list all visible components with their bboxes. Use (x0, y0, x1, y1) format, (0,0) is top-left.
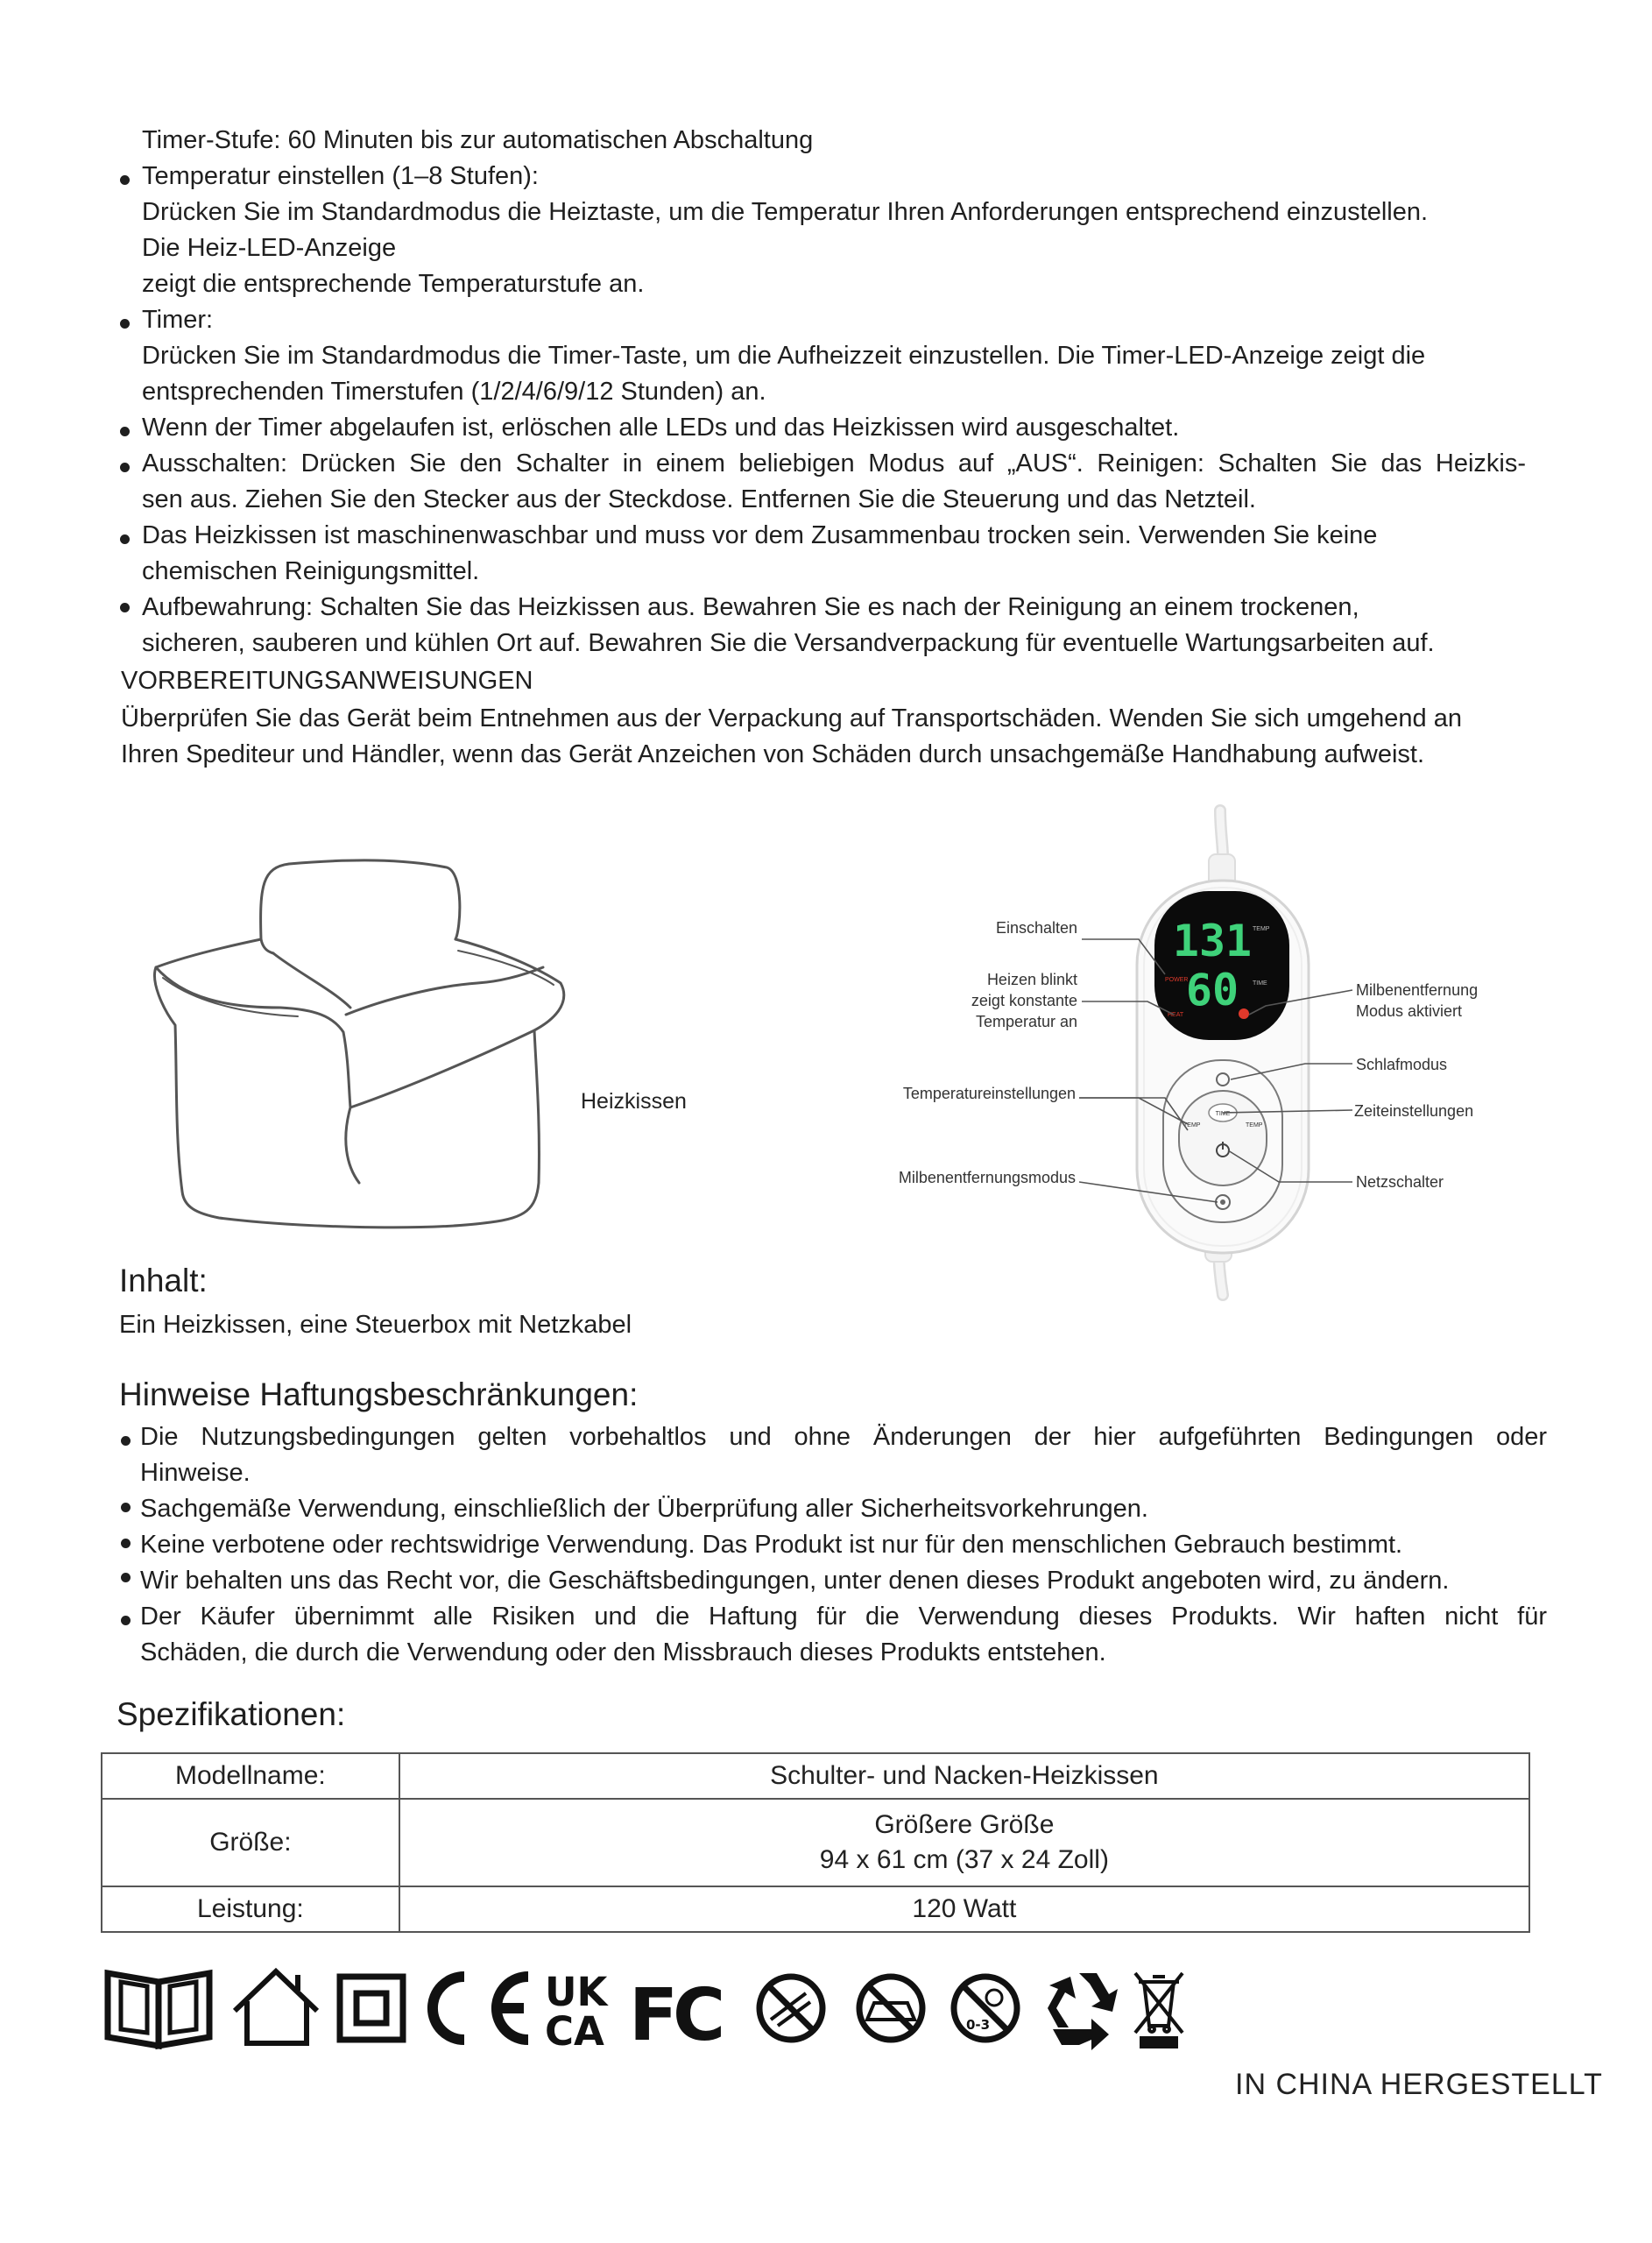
specs-heading: Spezifikationen: (116, 1696, 346, 1732)
temperature-line: Drücken Sie im Standardmodus die Heiztaste, um die Temperatur Ihren Anforderungen entsprechend einzustellen. (142, 198, 1429, 226)
spec-value: 94 x 61 cm (37 x 24 Zoll) (819, 1845, 1109, 1874)
timer-level-line: Timer-Stufe: 60 Minuten bis zur automatischen Abschaltung (142, 126, 814, 154)
storage-line: sicheren, sauberen und kühlen Ort auf. Bewahren Sie die Versandverpackung für eventuelle Wartungsarbeiten auf. (142, 629, 1435, 657)
label-netzschalter: Netzschalter (1356, 1173, 1444, 1191)
ce-mark-icon (433, 1977, 528, 2040)
not-for-infants-icon (954, 1977, 1017, 2040)
timer-line: Drücken Sie im Standardmodus die Timer-Taste, um die Aufheizzeit einzustellen. Die Timer-LED-Anzeige zeigt die (142, 342, 1426, 370)
no-pins-icon (759, 1977, 822, 2040)
svg-text:CA: CA (545, 2008, 604, 2055)
temperature-line: zeigt die entsprechende Temperaturstufe an. (142, 270, 645, 298)
liability-item: Keine verbotene oder rechtswidrige Verwendung. Das Produkt ist nur für den menschlichen Gebrauch bestimmt. (140, 1531, 1403, 1559)
temp-left-label: TEMP (1183, 1122, 1201, 1129)
display-heat-tag: HEAT (1168, 1012, 1184, 1018)
label-milben-aktiviert: Milbenentfernung (1356, 981, 1479, 999)
display-power-tag: POWER (1165, 977, 1189, 983)
washable-line: Das Heizkissen ist maschinenwaschbar und muss vor dem Zusammenbau trocken sein. Verwenden Sie keine (142, 521, 1378, 549)
timer-expired-line: Wenn der Timer abgelaufen ist, erlöschen alle LEDs und das Heizkissen wird ausgeschaltet. (142, 414, 1180, 442)
weee-bin-icon (1135, 1973, 1183, 2047)
spec-label: Größe: (102, 1799, 399, 1886)
label-einschalten: Einschalten (995, 919, 1077, 937)
spec-label: Modellname: (102, 1753, 399, 1799)
liability-item: Wir behalten uns das Recht vor, die Geschäftsbedingungen, unter denen dieses Produkt angeboten wird, zu ändern. (140, 1567, 1450, 1595)
timer-line: entsprechenden Timerstufen (1/2/4/6/9/12 Stunden) an. (142, 378, 766, 406)
recycle-icon (1048, 1973, 1118, 2050)
timer-title: Timer: (142, 306, 214, 334)
label-zeiteinstellungen: Zeiteinstellungen (1354, 1102, 1474, 1120)
svg-text:FC: FC (629, 1974, 721, 2057)
liability-item: Der Käufer übernimmt alle Risiken und die Haftung für die Verwendung dieses Produkts. Wir haften nicht für (140, 1603, 1547, 1631)
label-heizen: Heizen blinkt (986, 971, 1077, 988)
svg-text:0-3: 0-3 (966, 2017, 991, 2033)
no-ironing-icon (859, 1977, 922, 2040)
storage-line: Aufbewahrung: Schalten Sie das Heizkissen aus. Bewahren Sie es nach der Reinigung an einem trockenen, (142, 593, 1359, 621)
indoor-use-icon (235, 1971, 317, 2043)
label-milbenmodus: Milbenentfernungsmodus (898, 1169, 1076, 1186)
label-temperatureinstellungen: Temperatureinstellungen (902, 1085, 1076, 1102)
spec-value: Größere Größe (874, 1810, 1055, 1839)
switch-off-line: sen aus. Ziehen Sie den Stecker aus der Steckdose. Entfernen Sie die Steuerung und das Netzteil. (142, 485, 1256, 513)
label-heizen: Temperatur an (975, 1013, 1077, 1030)
double-insulation-icon (340, 1977, 403, 2040)
prep-line: Überprüfen Sie das Gerät beim Entnehmen aus der Verpackung auf Transportschäden. Wenden Sie sich umgehend an (121, 704, 1462, 732)
made-in-label: IN CHINA HERGESTELLT (1235, 2068, 1603, 2101)
manual-icon (108, 1973, 209, 2046)
prep-heading: VORBEREITUNGSANWEISUNGEN (121, 667, 533, 695)
display-time-tag: TIME (1253, 980, 1267, 987)
heating-pad-label: Heizkissen (581, 1089, 687, 1114)
display-temp-tag: TEMP (1253, 926, 1270, 932)
temperature-title: Temperatur einstellen (1–8 Stufen): (142, 162, 539, 190)
contents-heading: Inhalt: (119, 1263, 208, 1298)
label-schlafmodus: Schlafmodus (1356, 1056, 1448, 1073)
ukca-mark-icon (545, 1969, 610, 2055)
prep-line: Ihren Spediteur und Händler, wenn das Gerät Anzeichen von Schäden durch unsachgemäße Handhabung aufweist. (121, 740, 1425, 768)
label-heizen: zeigt konstante (971, 992, 1077, 1009)
svg-text:UK: UK (545, 1969, 608, 2015)
temperature-line: Die Heiz-LED-Anzeige (142, 234, 397, 262)
liability-item: Hinweise. (140, 1459, 251, 1487)
liability-item: Schäden, die durch die Verwendung oder den Missbrauch dieses Produkts entstehen. (140, 1638, 1106, 1666)
spec-value: Schulter- und Nacken-Heizkissen (399, 1753, 1529, 1799)
label-milben-aktiviert: Modus aktiviert (1356, 1002, 1463, 1020)
switch-off-line: Ausschalten: Drücken Sie den Schalter in einem beliebigen Modus auf „AUS“. Reinigen: Schalten Sie das Heizkis- (142, 449, 1526, 478)
fcc-mark-icon (629, 1974, 721, 2057)
temp-right-label: TEMP (1246, 1122, 1263, 1129)
display-top-digits: 131 (1172, 916, 1253, 966)
time-button-label: TIME (1215, 1111, 1231, 1117)
liability-heading: Hinweise Haftungsbeschränkungen: (119, 1376, 639, 1412)
washable-line: chemischen Reinigungsmittel. (142, 557, 480, 585)
liability-item: Sachgemäße Verwendung, einschließlich der Überprüfung aller Sicherheitsvorkehrungen. (140, 1495, 1148, 1523)
liability-item: Die Nutzungsbedingungen gelten vorbehaltlos und ohne Änderungen der hier aufgeführten Bedingungen oder (140, 1423, 1547, 1451)
contents-text: Ein Heizkissen, eine Steuerbox mit Netzkabel (119, 1311, 632, 1339)
display-bottom-digits: 60 (1185, 965, 1239, 1015)
spec-value: 120 Watt (399, 1886, 1529, 1932)
spec-label: Leistung: (102, 1886, 399, 1932)
